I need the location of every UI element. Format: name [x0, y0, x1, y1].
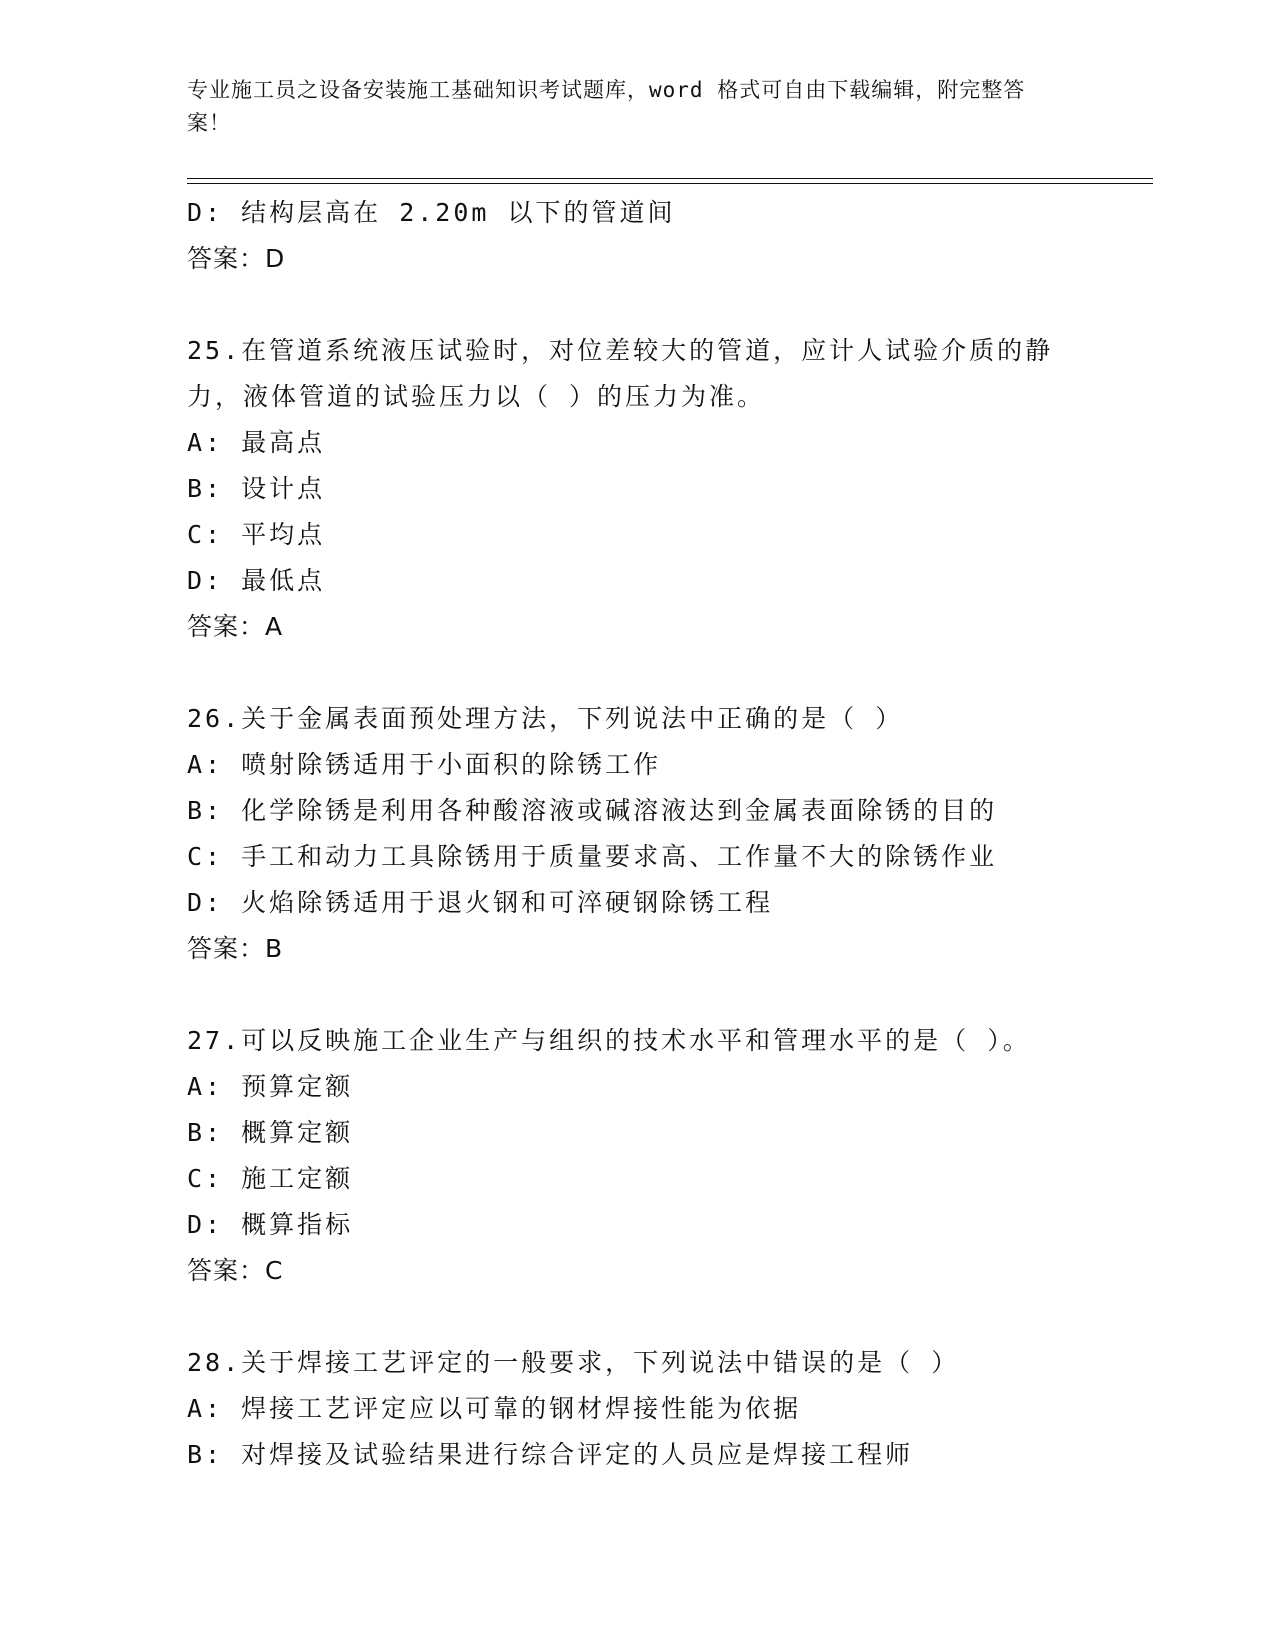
- question-27: [187, 1018, 1087, 1294]
- question-stem-cont: 力，液体管道的试验压力以（ ）的压力为准。: [187, 382, 766, 411]
- option-a: A: 喷射除锈适用于小面积的除锈工作: [187, 750, 662, 779]
- option-a: A: 焊接工艺评定应以可靠的钢材焊接性能为依据: [187, 1394, 802, 1423]
- question-28: [187, 1340, 1087, 1478]
- option-d: D: 火焰除锈适用于退火钢和可淬硬钢除锈工程: [187, 888, 774, 917]
- answer: 答案：C: [187, 1256, 284, 1285]
- option-d: D: 概算指标: [187, 1210, 354, 1239]
- option-b: B: 对焊接及试验结果进行综合评定的人员应是焊接工程师: [187, 1440, 914, 1469]
- option-c: C: 平均点: [187, 520, 326, 549]
- header-rule-top: [187, 178, 1153, 179]
- question-26: [187, 696, 1087, 972]
- document-header: 专业施工员之设备安装施工基础知识考试题库，word 格式可自由下载编辑，附完整答案！: [187, 78, 1026, 135]
- question-stem: 25.在管道系统液压试验时，对位差较大的管道，应计人试验介质的静: [187, 336, 1054, 365]
- answer: 答案：A: [187, 612, 284, 641]
- option-c: C: 手工和动力工具除锈用于质量要求高、工作量不大的除锈作业: [187, 842, 998, 871]
- header-rule-bottom: [187, 183, 1153, 184]
- option-d: D: 最低点: [187, 566, 326, 595]
- question-25: [187, 328, 1087, 650]
- answer: 答案：B: [187, 934, 284, 963]
- option-c: C: 施工定额: [187, 1164, 354, 1193]
- option-a: A: 最高点: [187, 428, 326, 457]
- option-b: B: 化学除锈是利用各种酸溶液或碱溶液达到金属表面除锈的目的: [187, 796, 998, 825]
- prev-option-d: D: 结构层高在 2.20m 以下的管道间: [187, 198, 676, 227]
- question-stem: 28.关于焊接工艺评定的一般要求，下列说法中错误的是（ ）: [187, 1348, 960, 1377]
- prev-answer: 答案：D: [187, 244, 286, 273]
- option-b: B: 设计点: [187, 474, 326, 503]
- option-a: A: 预算定额: [187, 1072, 354, 1101]
- question-stem: 27.可以反映施工企业生产与组织的技术水平和管理水平的是（ ）。: [187, 1026, 1031, 1055]
- question-stem: 26.关于金属表面预处理方法，下列说法中正确的是（ ）: [187, 704, 904, 733]
- question-list: [187, 190, 1087, 1478]
- option-b: B: 概算定额: [187, 1118, 354, 1147]
